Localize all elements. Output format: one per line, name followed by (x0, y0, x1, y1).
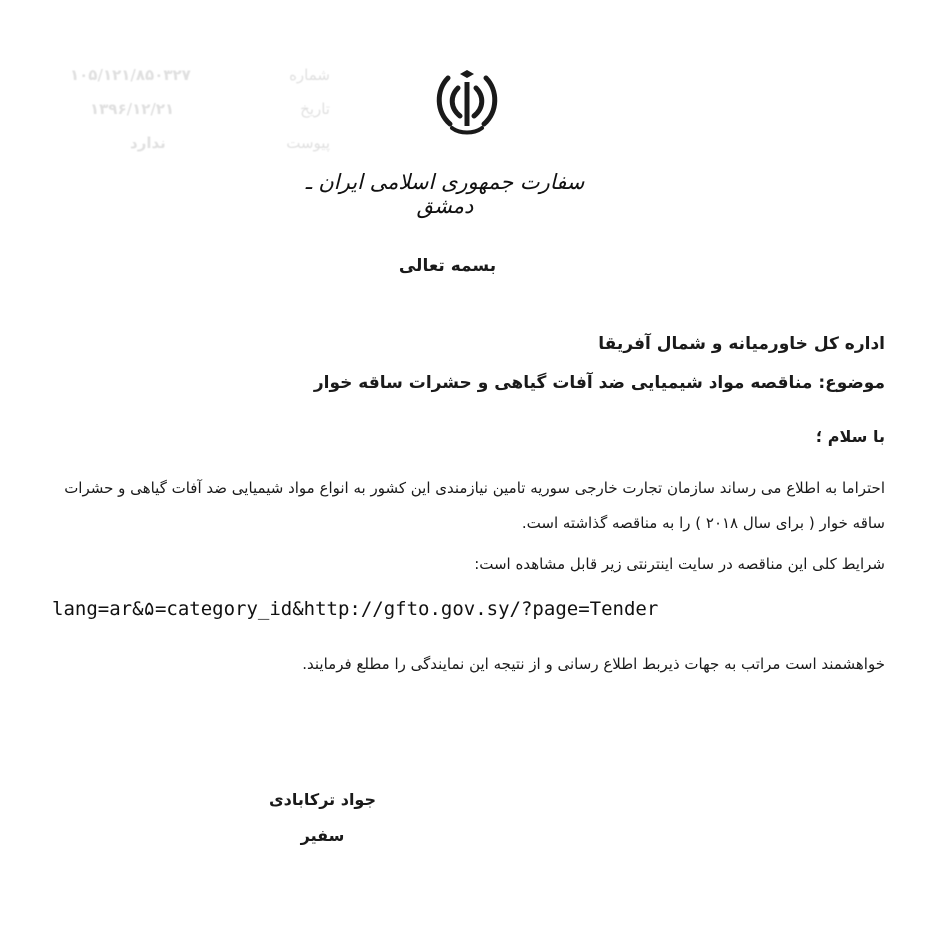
closing-request: خواهشمند است مراتب به جهات ذیربط اطلاع رسانی و از نتیجه این نمایندگی را مطلع فرمایند. (302, 655, 885, 673)
reference-number-label: شماره (289, 66, 330, 84)
reference-date-row (70, 100, 330, 134)
letter-subject: موضوع: مناقصه مواد شیمیایی ضد آفات گیاهی و حشرات ساقه خوار (313, 373, 885, 393)
embassy-header: سفارت جمهوری اسلامی ایران ـ دمشق (305, 170, 585, 218)
signatory-title: سفیر (300, 826, 345, 845)
reference-number-row (70, 66, 330, 100)
bismillah-heading: بسمه تعالی (398, 256, 497, 276)
recipient-department: اداره کل خاورمیانه و شمال آفریقا (598, 334, 885, 354)
reference-block (70, 66, 330, 168)
letter-body: احتراما به اطلاع می رساند سازمان تجارت خارجی سوریه تامین نیازمندی این کشور به انواع مواد شیمیایی ضد آفات گیاهی و حشرات ساقه خوار ( برای سال ۲۰۱۸ ) را به مناقصه گذاشته است. (64, 479, 885, 532)
reference-attachment-label: پیوست (286, 134, 330, 152)
reference-date-label: تاریخ (300, 100, 330, 118)
iran-emblem-icon (434, 66, 500, 136)
letter-greeting: با سلام ؛ (815, 427, 885, 446)
reference-attachment-value: ندارد (130, 134, 166, 152)
tender-url[interactable]: lang=ar&۵=category_id&http://gfto.gov.sy/?page=Tender (52, 598, 659, 620)
reference-number-value: ۱۰۵/۱۲۱/۸۵۰۳۲۷ (70, 66, 191, 84)
signatory-name: جواد ترکابادی (269, 790, 376, 809)
conditions-sentence: شرایط کلی این مناقصه در سایت اینترنتی زیر قابل مشاهده است: (474, 555, 885, 573)
reference-attachment-row (70, 134, 330, 168)
reference-date-value: ۱۳۹۶/۱۲/۲۱ (90, 100, 175, 118)
